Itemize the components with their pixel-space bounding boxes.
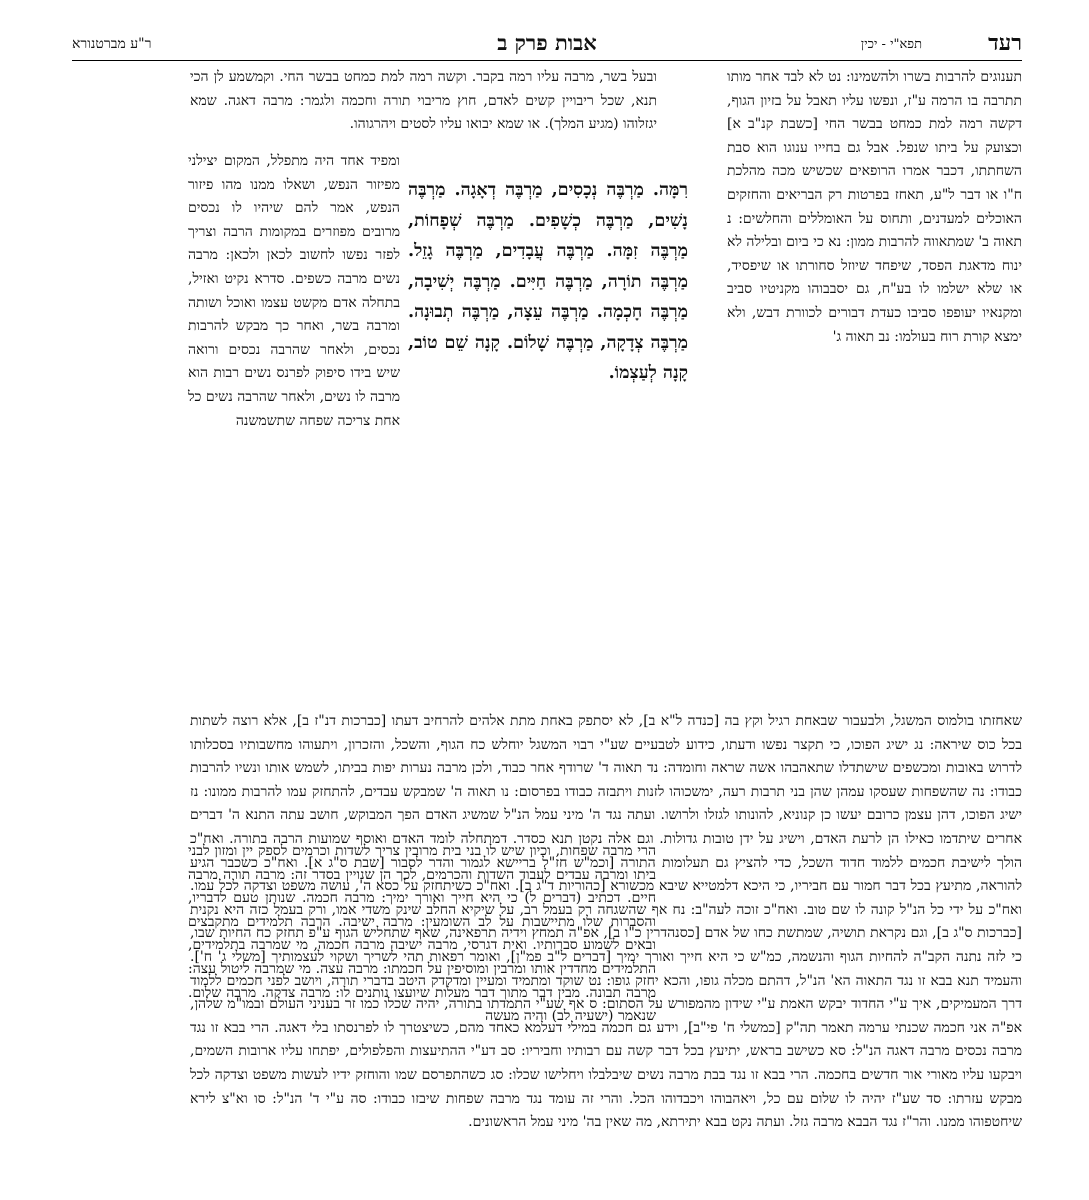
bartenura-low-block: הרי מרבה שפחות, וכיון שיש לו בני בית מרובין צריך לשדות וכרמים לספק יין ומזון לבני ביתו ומרבה עבדים לעבוד השדות והכרמים, לכך הן שנויין בסדר זה: מרבה תורה מרבה חיים. דכתיב (דברים ל) כי היא חייך ואורך ימיך: מרבה חכמה. שנותן טעם לדבריו, והסברות שלו מתיישבות על לב השומעין: מרבה ישיבה. הרבה תלמידים מתקבצים ובאים לשמוע סברותיו. ואית דגרסי, מרבה ישיבה מרבה חכמה, מי שמרבה בתלמידים, התלמידים מחדדין אותו ומרבין ומוסיפין על חכמתו: מרבה עצה. מי שמרבה ליטול עצה: מרבה תבונה. מבין דבר מתוך דבר מעלות שיועצו נותנים לו: מרבה צדקה. מרבה שלום. שנאמר (ישעיה לב) והיה מעשה [188,843,656,1025]
bartenura-mid-block: ומפיד אחד היה מתפלל, המקום יצילני מפיזור הנפש, ושאלו ממנו מהו פיזור הנפש, אמר להם שיהיו לו נכסים מרובים מפוזרים במקומות הרבה וצריך לפזר נפשו לחשוב לכאן ולכאן: מרבה נשים מרבה כשפים. סדרא נקיט ואזיל, בתחלה אדם מקשט עצמו ואוכל ושותה ומרבה בשר, ואחר כך מבקש להרבות נכסים, ולאחר שהרבה נכסים ורואה שיש בידו סיפוק לפרנס נשים רבות הוא מרבה לו נשים, ולאחר שהרבה נשים כל אחת צריכה שפחה שתשמשנה [188,153,400,429]
bartenura-top-block: ובעל בשר, מרבה עליו רמה בקבר. וקשה רמה למת כמחט בבשר החי. וקמשמע לן הכי תנא, שכל ריבויין קשים לאדם, חוץ מריבוי תורה וחכמה ולגמר: מרבה דאגה. שמא יגזלוהו (מגיע המלך). או שמא יבואו עליו לסטים ויהרגוהו. [190,69,657,133]
tractate-title: אבות פרק ב [497,30,597,55]
section-ref: תפא"י - יכין [860,37,922,52]
running-header [72,30,1022,60]
mishna-text: רִמָּה. מַרְבֶּה נְכָסִים, מַרְבֶּה דְאָגָה. מַרְבֶּה נָשִׁים, מַרְבֶּה כְשָׁפִים. מַרְבֶּה שְׁפָחוֹת, מַרְבֶּה זִמָּה. מַרְבֶּה עֲבָדִים, מַרְבֶּה גָזֵל. מַרְבֶּה תוֹרָה, מַרְבֶּה חַיִּים. מַרְבֶּה יְשִׁיבָה, מַרְבֶּה חָכְמָה. מַרְבֶּה עֵצָה, מַרְבֶּה תְבוּנָה. מַרְבֶּה צְדָקָה, מַרְבֶּה שָׁלוֹם. קָנָה שֵׁם טוֹב, קָנָה לְעַצְמוֹ. [408,180,688,383]
commentary-full-width: שאחזתו בולמוס המשגל, ולבעבור שבאחת רגיל וקץ בה [כנדה ל"א ב], לא יסתפק באחת מתת אלהים להרחיב דעתו [כברכות דנ"ז ב], אלא רוצה לשתות בכל כוס שיראה: נג ישיג הפוכו, כי תקצר נפשו ודעתו, כידוע לטבעיים שע"י רבוי המשגל יוחלש כח הגוף, והשכל, והזכרון, ויתעוהו מחשבותיו בסכלותו לדרוש באובות ומכשפים שישתדלו שתאהבהו אשה שראה וחומדה: נד תאוה ד' שרודף אחר כבוד, ולכן מרבה נערות יפות בביתו, לשמש אותו ונשיו להרבות כבודו: נה שהשפחות שעסקו עמהן שהן בני תרבות רעה, ימשכוהו לזנות ויתבזה כבודו בפרסום: נו תאוה ה' שמבקש עבדים, להתחזק עמו להרבות ממונו: נז ישיג הפוכו, דהן עצמן כרובם יעשו כן קנוניא, להונותו לגזלו ולרושו. ועתה נגד ה' מיני עמל הנ"ל שמשיג האדם הפך המבוקש, חושב עתה התנא ה' דברים אחרים שיתדמו כאילו הן לרעת האדם, וישיג על ידן טובות גדולות. וגם אלה נקטן תנא כסדר. דמתחלה לומד האדם ואוסף שמועות הרבה בתורה. ואח"כ הולך לישיבת חכמים ללמוד חדוד השכל, כדי להציץ גם תעלומות התורה [וכמ"ש חז"ל בריישא לגמור והדר לסבור [שבת ס"ג א]. ואח"כ כשכבר הגיע להוראה, מתיעץ בכל דבר חמור עם חביריו, כי היכא דלמטייא שיבא מכשורא [כהוריות ד"ג ב]. ואח"כ כשיתחזק על כסא ה', עושה משפט וצדקה לכל עמו. ואח"כ על ידי כל הנ"ל קונה לו שם טוב. ואח"כ זוכה לעה"ב: נח אף שהשגחה רק בעמל רב, על שיקיא החלב שינק משדי אמו, ורק בעמל כזה היא נקנית [כברכות ס"ג ב], וגם נקראת תושיה, שמתשת כחו של אדם [כסנהדרין כ"ו ב], אפ"ה תמחץ וידיה תרפאינה, שאף שתחליש הגוף ע"פ תחזק כח החיות שבו, כי לזה נתנה הקב"ה להחיות הגוף והנשמה, כמ"ש כי היא חייך ואורך ימיך [דברים ל"ב פמ"ן], ואומר רפאות תהי לשריך ושקוי לעצמותיך [משלי ג' ח']. והעמיד תנא בבא זו נגד התאוה הא' הנ"ל, דהתם מכלה גופו, והכא יחזק גופו: נט שוקד ומתמיד ומעיין ומדקדק היטב בדברי תורה, ויושב לפני חכמים ללמוד דרך המעמיקים, איך ע"י החדוד יבקש האמת ע"י שידון מהמפורש על הסתום: ס אף שע"י התמדתו בתורה, יהיה שכלו כמו זר בעניני העולם ובמו"מ שלהן, אפ"ה אני חכמה שכנתי ערמה תאמר תה"ק [כמשלי ח' פי"ב], וידע גם חכמה במילי דעלמא כאחד מהם, כשיצטרך לו לפרנסתו בלי דאגה. הרי בבא זו נגד מרבה נכסים מרבה דאגה הנ"ל: סא כשישב בראש, יתיעץ בכל דבר קשה עם רבותיו וחביריו: סב דע"י ההתיעצות והפלפולים, יפתחו עליו ארובות השמים, ויבקעו עליו מאורי אור חדשים בחכמה. הרי בבא זו נגד בבת מרבה נשים שיבלבלו ויחלישו שכלו: סג כשהתפרסם שמו והוחזק ידיו לעשות משפט וצדקה לכל מבקש עזרתו: סד שע"ז יהיה לו שלום עם כל, ויאהבוהו ויכבדוהו הכל. והרי זה עומד נגד מרבה שפחות שיבזו כבודו: סה ע"י ד' הנ"ל: סו וא"צ לירא שיחטפוהו ממנו. והר"ז נגד הבבא מרבה גזל. ועתה נקט בבא יתירתא, מה שאין בה' מיני עמל הראשונים. [190,713,1022,1131]
commentary-name: ר"ע מברטנורא [72,36,152,52]
tiferet-yisrael-column: תענוגים להרבות בשרו ולהשמינו: נט לא לבד אחר מותו תתרבה בו הרמה ע"ז, ונפשו עליו תאבל על בזיון הגוף, דקשה רמה למת כמחט בבשר החי [כשבת קנ"ב א] וכצועק על ביתו שנפל. אבל גם בחייו ענוגו הוא סבת השחתתו, דכבר אמרו הרופאים שכשיש מכה מהלכת ח"ו או דבר ל"ע, תאחז בפרטות רק הבריאים והחזקים האוכלים למעדנים, ותחוס על האומללים והחלשים: נ תאוה ב' שמתאווה להרבות ממון: נא כי ביום ובלילה לא ינוח מדאגת הפסד, שיפחד שיוזל סחורתו או שיפסיד, או שלא ישלמו לו בע"ח, גם יסבבוהו מקניטיו סביב ומקנאיו יעופפו סביבו כעדת דבורים לכוורת דבש, ולא ימצא קורת רוח בעולמו: נב תאוה ג' [727,69,1022,345]
header-rule [72,60,1022,61]
page-number: רעד [988,30,1022,56]
